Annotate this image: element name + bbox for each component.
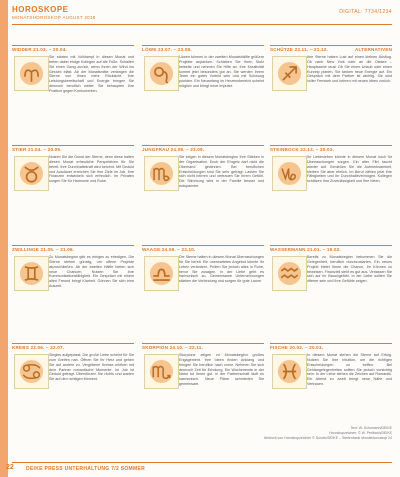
sign-text: Ihr Liebesleben könnte in diesem Monat noch für Überraschungen sorgen. Ein alter Flirt taucht wieder auf. Genießen Sie die Aufmerksamkeit, bleiben Sie aber ehrlich. Im Beruf zählen jetzt Ihre Fähigkeiten und Ihr Durchhaltevermögen. Kollegen schätzen Ihre Zuverlässigkeit und Ihre Ideen. (307, 155, 392, 184)
sign-text: Skorpione zeigen zu Monatsbeginn großes Engagement. Ihre Ideen finden Anklang und bringen Sie beruflich nach vorne. Nehmen Sie sich dennoch Zeit für Erholung. Ein Wochenende in der Natur tut Ihnen gut. In der Partnerschaft läuft es harmonisch. Neue Pläne schmieden Sie gemeinsam. (179, 353, 264, 387)
page-number: 22 (6, 464, 14, 471)
divider (12, 45, 134, 46)
sign-steinbock (270, 145, 392, 235)
divider (270, 45, 392, 46)
credit-line: Text: W. Schumann/DEIKE (350, 426, 392, 430)
divider (142, 343, 264, 344)
divider (270, 245, 392, 246)
page-title: HOROSKOPE (12, 5, 69, 14)
sign-text: Sie starten mit Volldampf in diesen Monat und treten dabei einige Kollegen auf die Füße. Schalten Sie einen Gang zurück, wenn Ihnen der Wind ins Gesicht bläst. Ab der Monatsmitte verlangen die Sterne von Ihnen mehr Rücksicht. Ihre Leistungsbereitschaft und Energie bringen Sie dennoch beruflich weiter. Sie behaupten Ihre Position gegen Konkurrenten. (49, 55, 134, 93)
sign-text: Nutzen Sie die Gunst der Sterne, denn diese halten diesen Monat erfreuliche Perspektiven für Sie bereit. Ihre Durchhaltekraft wird belohnt. Mit Geduld und Ausdauer erreichen Sie Ihre Ziele im Job. Ihre Finanzen entwickeln sich erfreulich. Im Privaten sorgen Sie für Harmonie und Ruhe. (49, 155, 134, 184)
page-header (12, 5, 392, 25)
credit-line: Horoskopzeichen: © W. Perlbach/DEIKE (329, 430, 392, 435)
sign-loewe (142, 45, 264, 135)
sign-heading: FISCHE 20.02. – 20.03. (270, 345, 324, 350)
sign-text: Bereits zu Monatsbeginn bekommen Sie die Gelegenheit, beruflich durchzustarten. Ein neues Projekt bietet Ihnen die Chance, Ihr Können zu beweisen. Finanziell sieht es gut aus. Verlassen Sie sich auf Ihr Bauchgefühl. In der Liebe sollten Sie offener sein und Ihre Gefühle zeigen. (307, 255, 392, 284)
credits (212, 426, 392, 440)
divider (142, 45, 264, 46)
sign-text: Ihre Sterne haben Lust auf einen kleinen Ausflug. Ob nach New York oder an die Ostsee – Hauptsache raus! Ob Sie einen Urlaub oder einen Kurztrip planen, Sie tanken neue Energie auf. Ein Gespräch mit dem Partner ist wichtig. Sie sind voller Fernweh und kehren mit neuen Ideen zurück. (307, 55, 392, 84)
magazine-name: DEIKE PRESS UNTERHALTUNG 7/2 SOMMER (26, 466, 146, 472)
header-divider (12, 24, 392, 25)
sign-heading: STEINBOCK 22.12. – 20.01. (270, 147, 334, 152)
sign-zwillinge (12, 245, 134, 335)
sign-waage (142, 245, 264, 335)
credit-line: Abdruck von Horoskopzeichen © Sundio/DEIKE – Stellenbank Monatshoroskop 24 (263, 435, 392, 440)
sign-heading: SKORPION 24.10. – 22.11. (142, 345, 203, 350)
sign-widder (12, 45, 134, 135)
sign-wassermann (270, 245, 392, 335)
sign-heading: JUNGFRAU 24.08. – 23.09. (142, 147, 205, 152)
divider (12, 343, 134, 344)
divider (142, 245, 264, 246)
sign-heading: KREBS 22.06. – 22.07. (12, 345, 65, 350)
divider (12, 245, 134, 246)
sign-krebs (12, 343, 134, 433)
divider (12, 145, 134, 146)
divider (270, 343, 392, 344)
sign-skorpion (142, 343, 264, 433)
sign-fische (270, 343, 392, 433)
sign-schuetze (270, 45, 392, 135)
sign-heading: WIDDER 21.03. – 20.04. (12, 47, 67, 52)
sign-jungfrau (142, 145, 264, 235)
sign-text: Die Sterne halten in diesem Monat Überraschungen für Sie bereit. Ein unerwartetes Angebot könnte Ihr Leben verändern. Prüfen Sie jedoch alles in Ruhe, bevor Sie zusagen. In der Liebe geht es harmonisch zu. Gemeinsame Unternehmungen stärken die Verbindung und sorgen für gute Laune. (179, 255, 264, 284)
sign-text: Singles aufgepasst: Die große Liebe scheint für Sie zum Greifen nah. Öffnen Sie Ihr Herz und gehen Sie auf andere zu. Vergebene Krebse erleben mit dem Partner romantische Momente. Im Job ist Geduld gefragt. Überstürzen Sie nichts und warten Sie auf den richtigen Moment. (49, 353, 134, 382)
side-label: ALTERNATIVEN (355, 47, 393, 52)
sign-text: Löwen können in der zweiten Monatshälfte größere Projekte anpacken. Schieben Sie Ihren Stolz beiseite und nehmen Sie Hilfe an. Ihre Kreativität kommt jetzt besonders gut an. Sie werden Ihrem Team ein gutes Vorbild sein und mit Schwung punkten. Ein Neuanfang im Herzensbereich scheint möglich und bringt neue Impulse. (179, 55, 264, 89)
digital-label: DIGITAL: 7734/1234 (339, 9, 392, 15)
page-subtitle: MONATSHOROSKOP AUGUST 2016 (12, 15, 96, 20)
sign-heading: SCHÜTZE 23.11. – 21.12. (270, 47, 328, 52)
page-edge-strip (0, 0, 8, 477)
sign-heading: WASSERMANN 21.01. – 19.02. (270, 247, 341, 252)
divider (142, 145, 264, 146)
sign-heading: WAAGE 24.09. – 23.10. (142, 247, 196, 252)
footer-divider (12, 462, 392, 463)
divider (270, 145, 392, 146)
sign-text: Zu Monatsbeginn gibt es einiges zu erledigen. Die Sterne stehen günstig, um offene Projekte abzuschließen. Ab der zweiten Hälfte bieten sich neue Chancen. Nutzen Sie Ihre Kommunikationsfähigkeit. Ein Gespräch mit einem alten Freund bringt Klarheit. Gönnen Sie sich eine Auszeit. (49, 255, 134, 289)
sign-heading: ZWILLINGE 21.05. – 21.06. (12, 247, 75, 252)
sign-stier (12, 145, 134, 235)
sign-heading: STIER 21.04. – 20.05. (12, 147, 62, 152)
sign-text: In diesem Monat stehen die Sterne auf Erfolg. Nutzen Sie Ihre Intuition, um die richtigen Entscheidungen zu treffen. Bei Geldangelegenheiten sollten Sie jedoch vorsichtig sein. In der Liebe stehen die Zeichen auf Romantik. Ein Abend zu zweit bringt neue Nähe und Vertrauen. (307, 353, 392, 387)
sign-text: Sie zeigen in diesem Monatsbeginn Ihre Stärken in der Organisation. Doch der Ehrgeiz darf nicht die Oberhand gewinnen. Bei beruflichen Entscheidungen sind Sie sehr gefragt. Lassen Sie sich nicht beirren und vertrauen Sie Ihrem Gefühl. Die Stimmung wird in der Familie besser und entspannter. (179, 155, 264, 189)
sign-heading: LÖWE 23.07. – 23.08. (142, 47, 192, 52)
